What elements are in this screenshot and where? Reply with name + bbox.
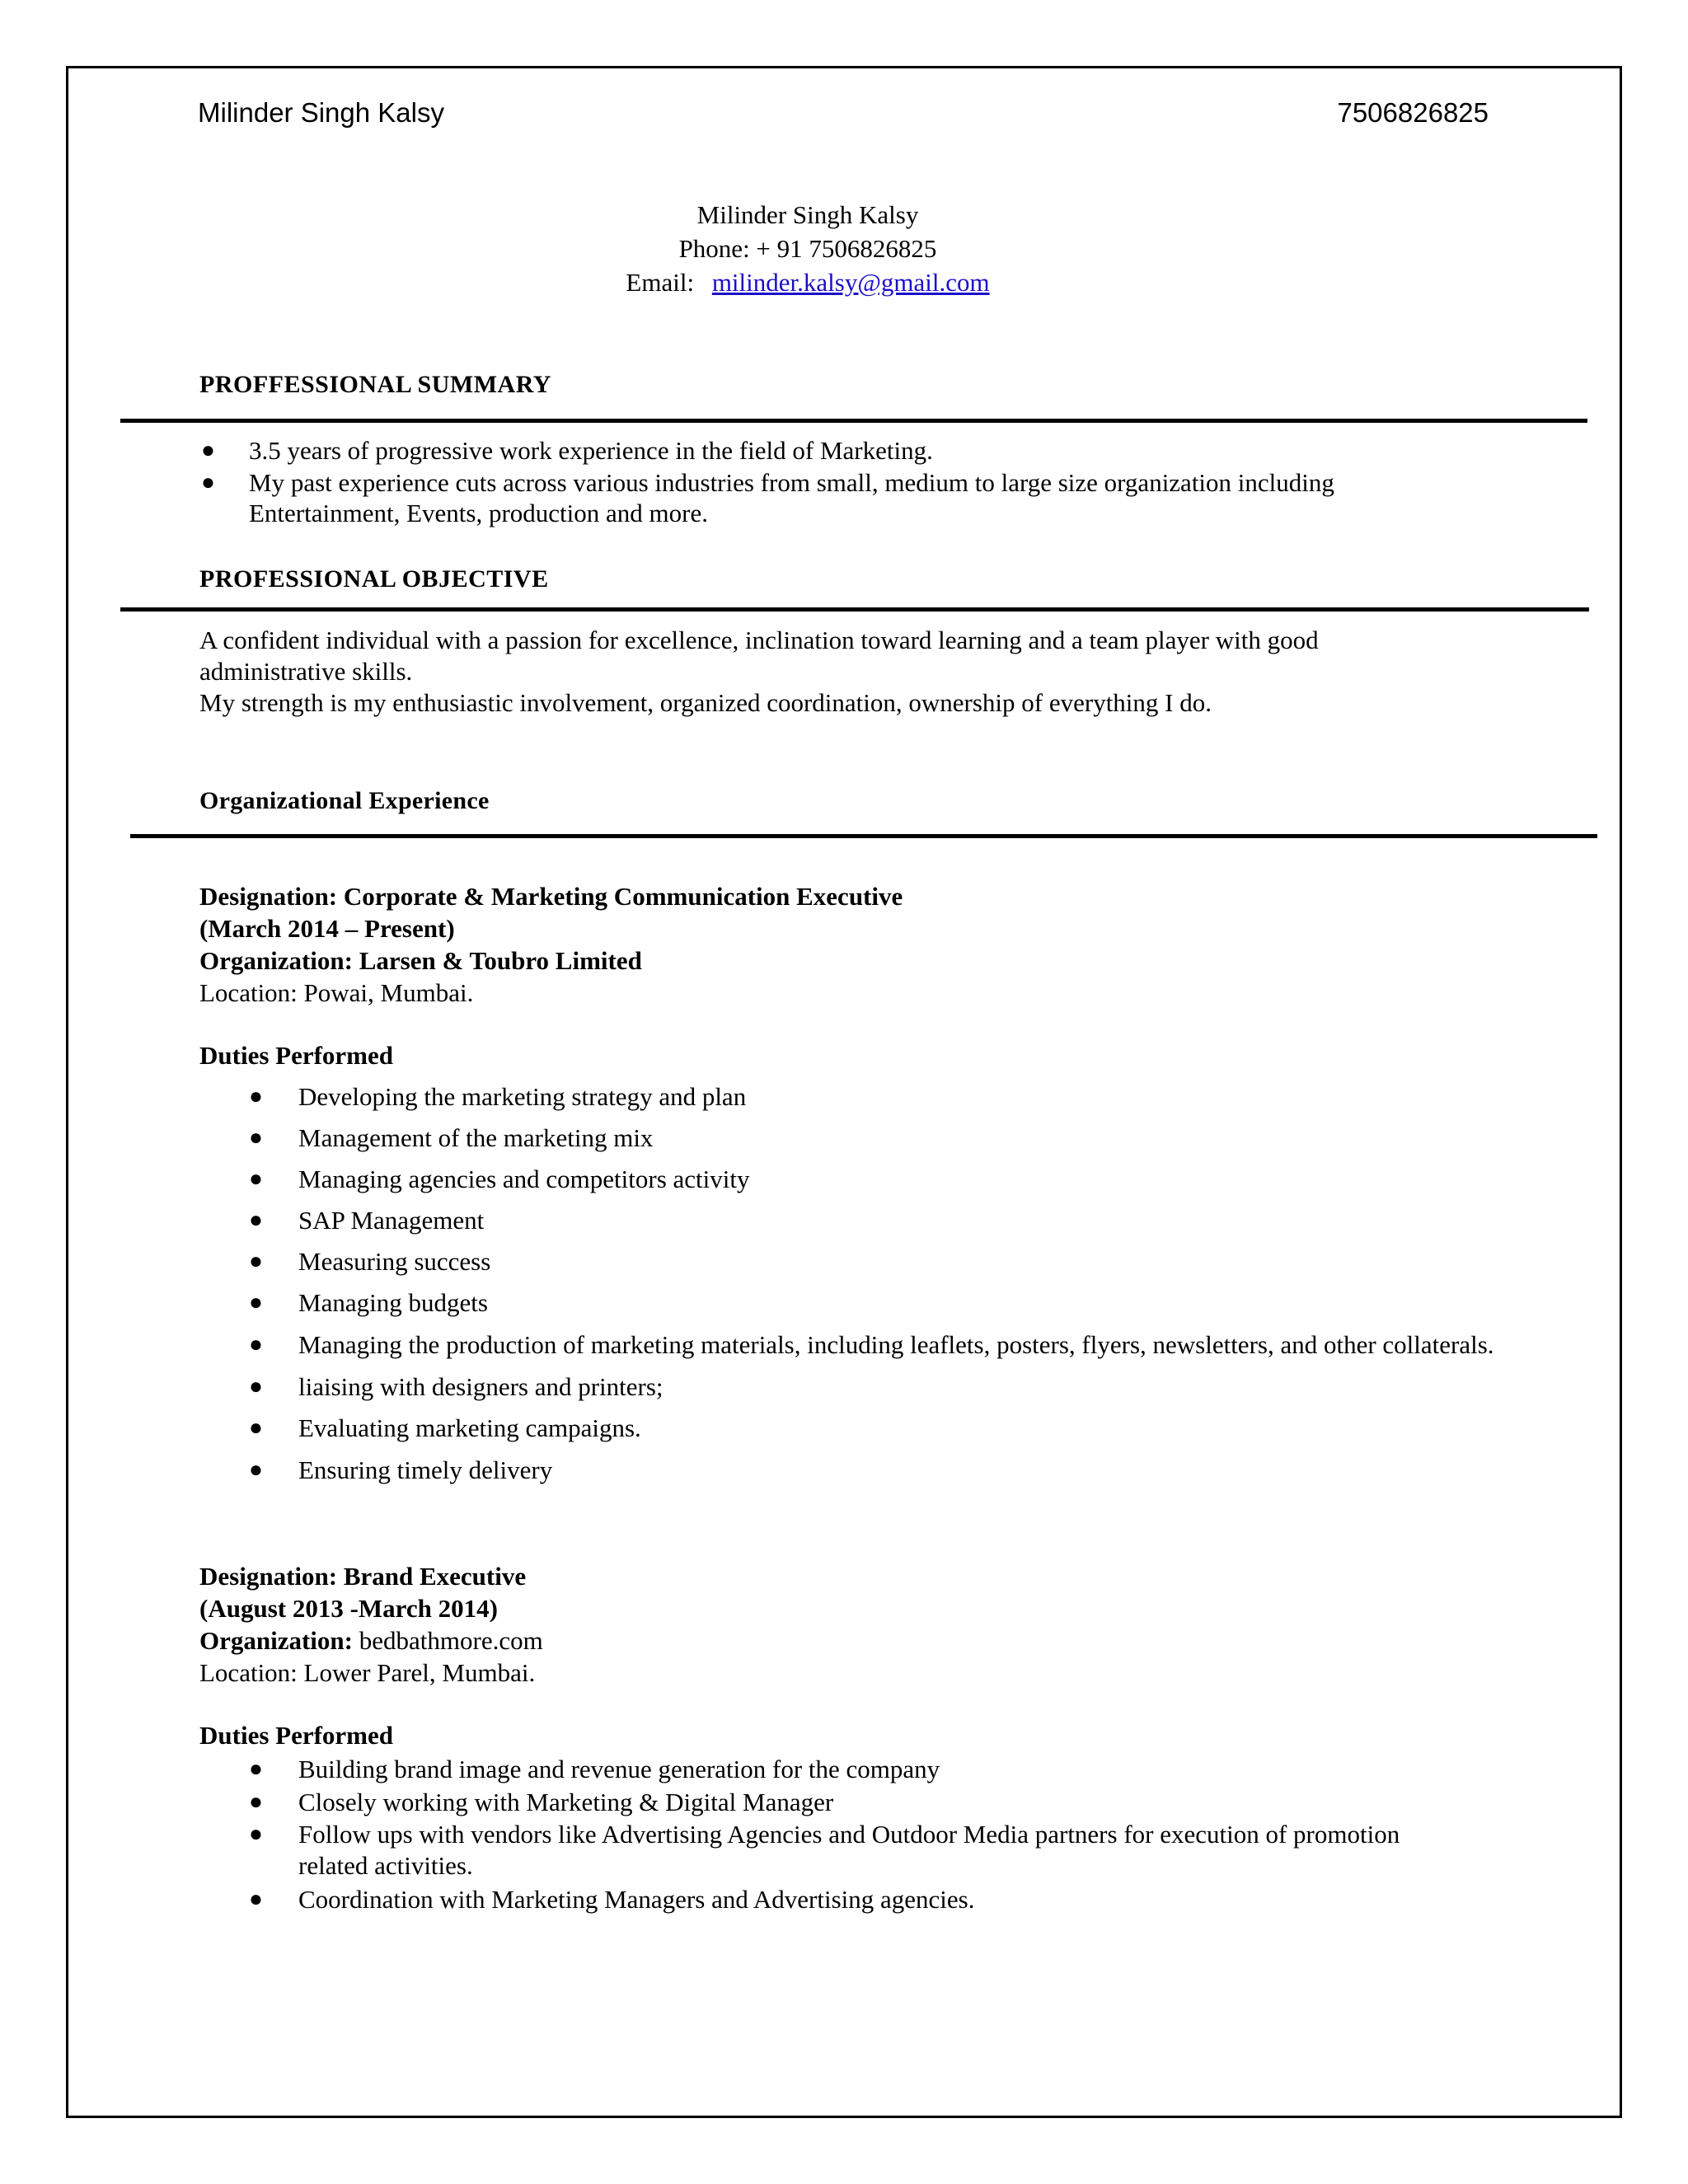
contact-name: Milinder Singh Kalsy <box>696 200 919 229</box>
objective-line: A confident individual with a passion for excellence, inclination toward learning and a team player with good administrative skills. <box>199 626 1319 686</box>
list-item: ● Closely working with Marketing & Digital Manager <box>249 1788 834 1816</box>
summary-title: PROFFESSIONAL SUMMARY <box>199 371 551 398</box>
list-item: ● liaising with designers and printers; <box>249 1372 663 1401</box>
duties-title: Duties Performed <box>199 1041 393 1070</box>
list-item: ● Coordination with Marketing Managers and Advertising agencies. <box>249 1885 975 1914</box>
experience-divider <box>130 834 1597 838</box>
job-2-duties <box>249 1753 1469 1918</box>
header-name: Milinder Singh Kalsy <box>198 97 444 128</box>
list-item: ● Managing the production of marketing materials, including leaflets, posters, flyers, newsletters, and other collaterals. <box>249 1330 1494 1359</box>
contact-email-line <box>0 265 1615 299</box>
experience-title: Organizational Experience <box>199 787 490 814</box>
summary-divider <box>120 419 1587 423</box>
job-designation: Designation: Brand Executive <box>199 1562 527 1591</box>
objective-divider <box>120 607 1589 612</box>
job-location: Location: Powai, Mumbai. <box>199 978 474 1007</box>
list-item: ● Managing budgets <box>249 1288 488 1317</box>
list-item: ● Evaluating marketing campaigns. <box>249 1413 641 1442</box>
job-location: Location: Lower Parel, Mumbai. <box>199 1658 536 1687</box>
job-designation: Designation: Corporate & Marketing Communication Executive <box>199 882 903 911</box>
objective-text <box>199 625 1461 719</box>
duties-title: Duties Performed <box>199 1721 393 1750</box>
list-item: ● Measuring success <box>249 1247 491 1276</box>
email-label: Email: <box>626 268 695 297</box>
job-period: (March 2014 – Present) <box>199 914 455 943</box>
job-period: (August 2013 -March 2014) <box>199 1594 498 1623</box>
job-organization: Organization: Larsen & Toubro Limited <box>199 946 642 975</box>
list-item: ● Managing agencies and competitors activity <box>249 1165 750 1193</box>
list-item: ● Management of the marketing mix <box>249 1123 654 1152</box>
job-organization: Organization: bedbathmore.com <box>199 1626 543 1655</box>
list-item: ● Developing the marketing strategy and plan <box>249 1082 747 1111</box>
list-item: ● My past experience cuts across various industries from small, medium to large size organization including Entertainment, Events, production and more. <box>201 468 1334 527</box>
list-item: ● Follow ups with vendors like Advertising Agencies and Outdoor Media partners for execution of promotion related activities. <box>249 1820 1400 1880</box>
contact-block <box>0 198 1615 299</box>
contact-phone: Phone: + 91 7506826825 <box>678 234 937 263</box>
job-1-duties <box>249 1076 1502 1492</box>
summary-list <box>199 435 1452 528</box>
objective-line: My strength is my enthusiastic involvement, organized coordination, ownership of everything I do. <box>199 688 1212 717</box>
list-item: ● Ensuring timely delivery <box>249 1455 553 1484</box>
list-item: ● 3.5 years of progressive work experience in the field of Marketing. <box>201 436 933 465</box>
job-2-header <box>199 1560 543 1689</box>
job-1-header <box>199 880 903 1009</box>
objective-title: PROFESSIONAL OBJECTIVE <box>199 565 549 593</box>
list-item: ● SAP Management <box>249 1206 485 1235</box>
header-phone: 7506826825 <box>1337 97 1489 128</box>
list-item: ● Building brand image and revenue generation for the company <box>249 1755 940 1783</box>
email-link[interactable]: milinder.kalsy@gmail.com <box>711 268 990 297</box>
